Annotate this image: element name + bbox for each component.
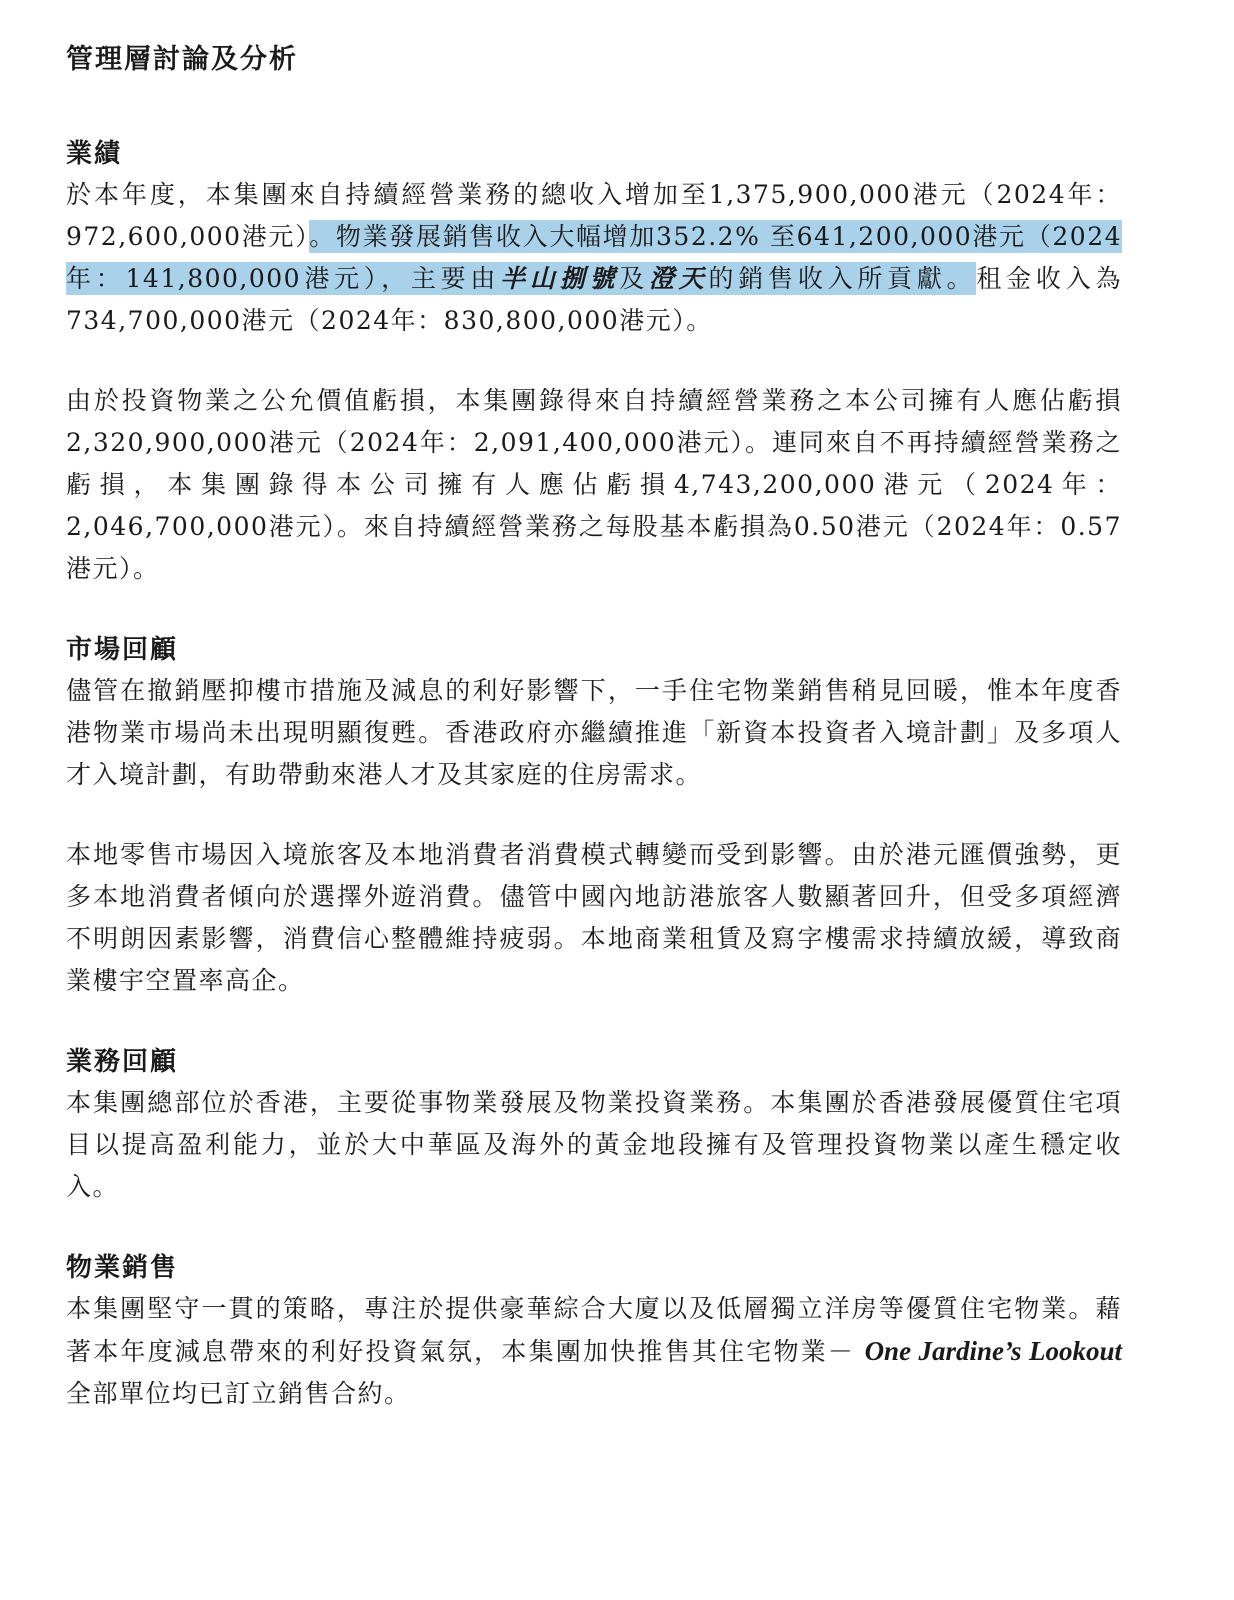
property-sales-paragraph [66,1288,1122,1415]
page-title: 管理層討論及分析 [66,44,298,75]
section-market-review [66,630,1122,1002]
highlight-part-2: 至641,200,000港元（2024年：141,800,000港元），主要由 [66,222,1123,293]
section-heading-property-sales: 物業銷售 [66,1253,179,1283]
section-results [66,134,1122,590]
results-paragraph-1 [66,174,1122,342]
section-heading-business-review: 業務回顧 [66,1047,179,1077]
document-page [66,40,1122,1455]
project-name-one-jardines-lookout: One Jardine’s Lookout [864,1336,1122,1366]
results-text-1: 於本年度，本集團來自持續經營業務的總收入增加至1,375,900,000港元（2024年：972,600,000港元） [66,180,1122,251]
business-review-paragraph: 本集團總部位於香港，主要從事物業發展及物業投資業務。本集團於香港發展優質住宅項目以提高盈利能力，並於大中華區及海外的黃金地段擁有及管理投資物業以產生穩定收入。 [66,1088,1122,1201]
results-paragraph-2: 由於投資物業之公允價值虧損，本集團錄得來自持續經營業務之本公司擁有人應佔虧損2,320,900,000港元（2024年：2,091,400,000港元）。連同來自不再持續經營業務之虧損，本集團錄得本公司擁有人應佔虧損4,743,200,000港元（2024年：2,046,700,000港元）。來自持續經營業務之每股基本虧損為0.50港元（2024年：0.57港元）。 [66,386,1122,583]
project-name-mid-levels: 半山捌號 [500,264,620,293]
highlight-part-6: 的銷售收入所貢獻。 [708,264,977,293]
section-heading-market-review: 市場回顧 [66,635,179,665]
results-text-2: 租金收入為734,700,000港元（2024年：830,800,000港元）。 [66,264,1122,335]
project-name-cheng-tin: 澄天 [649,264,709,293]
section-property-sales [66,1248,1122,1415]
property-sales-text-1: 本集團堅守一貫的策略，專注於提供豪華綜合大廈以及低層獨立洋房等優質住宅物業。藉著本年度減息帶來的利好投資氣氛，本集團加快推售其住宅物業－ [66,1294,1122,1366]
section-business-review [66,1042,1122,1208]
market-review-paragraph-2: 本地零售市場因入境旅客及本地消費者消費模式轉變而受到影響。由於港元匯價強勢，更多本地消費者傾向於選擇外遊消費。儘管中國內地訪港旅客人數顯著回升，但受多項經濟不明朗因素影響，消費信心整體維持疲弱。本地商業租賃及寫字樓需求持續放緩，導致商業樓宇空置率高企。 [66,840,1122,995]
property-sales-text-2: 全部單位均已訂立銷售合約。 [66,1379,411,1408]
highlight-part-4: 及 [619,264,649,293]
market-review-paragraph-1: 儘管在撤銷壓抑樓市措施及減息的利好影響下，一手住宅物業銷售稍見回暖，惟本年度香港物業市場尚未出現明顯復甦。香港政府亦繼續推進「新資本投資者入境計劃」及多項人才入境計劃，有助帶動來港人才及其家庭的住房需求。 [66,676,1122,789]
section-heading-results: 業績 [66,139,123,169]
highlight-part-1: 。物業發展銷售收入大幅增加352.2% [309,222,761,251]
